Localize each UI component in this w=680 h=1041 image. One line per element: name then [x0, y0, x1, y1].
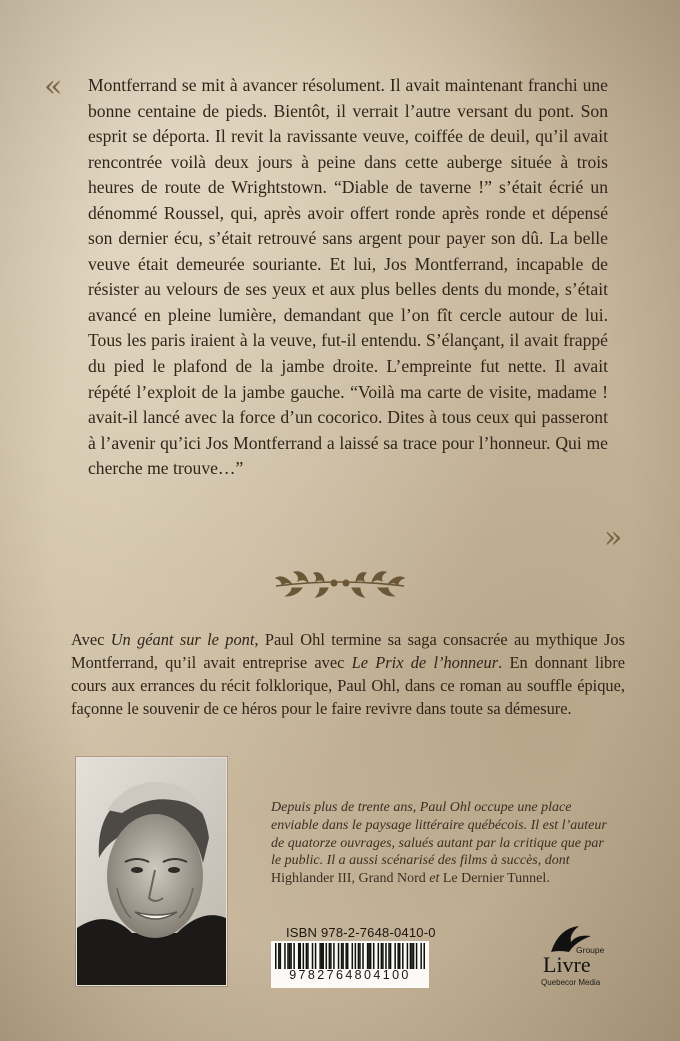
publisher-logo	[529, 922, 609, 994]
publisher-media: Quebecor Media	[541, 978, 601, 987]
author-photo	[76, 757, 227, 986]
barcode-bars	[271, 941, 429, 971]
book-summary: Avec Un géant sur le pont, Paul Ohl termine sa saga consacrée au mythique Jos Montferrand, qu’il avait entreprise avec Le Prix de l’honneur. En donnant libre cours aux errances du récit folklorique, Paul Ohl, dans ce roman au souffle épique, façonne le souvenir de ce héros pour le faire revivre dans toute sa démesure.	[71, 630, 625, 718]
book-excerpt: Montferrand se mit à avancer résolument. Il avait maintenant franchi une bonne centaine de pieds. Bientôt, il verrait l’autre versant du pont. Son esprit se déporta. Il revit la ravissante veuve, coiffée de deuil, qu’il avait rencontrée voilà deux jours à peine dans cette auberge située à trois heures de route de Wrightstown. “Diable de taverne !” s’était écrié un dénommé Roussel, qui, après avoir offert ronde après ronde et dépensé son dernier écu, s’était retrouvé sans argent pour payer son dû. La belle veuve était demeurée souriante. Et lui, Jos Montferrand, incapable de résister au velours de ses yeux et aux plus belles dents du monde, s’était avancé en pleine lumière, demandant que l’on fît cercle autour de lui. Tous les paris iraient à la veuve, fut-il entendu. S’élançant, il avait frappé du pied le plafond de la jambe droite. L’empreinte fut nette. Il avait répété l’exploit de la jambe gauche. “Voilà ma carte de visite, madame ! avait-il lancé avec la force d’un cocorico. Dites à tous ceux qui passeront à l’avenir qu’ici Jos Montferrand a laissé sa trace pour l’honneur. Qui me cherche me trouve…”	[88, 75, 608, 479]
publisher-livre: Livre	[543, 952, 591, 977]
closing-quote-mark: »	[604, 520, 623, 555]
isbn-label: ISBN 978-2-7648-0410-0	[286, 925, 436, 940]
barcode-digits: 9782764804100	[289, 968, 411, 982]
oak-leaf-ornament-icon	[272, 570, 408, 600]
opening-quote-mark: «	[44, 69, 63, 104]
publisher-groupe: Groupe	[576, 945, 605, 955]
author-portrait	[77, 758, 226, 985]
author-bio: Depuis plus de trente ans, Paul Ohl occupe une place enviable dans le paysage littéraire québécois. Il est l’auteur de quatorze ouvrages, salués autant par la critique que par le public. Il a aussi scénarisé des films à succès, dont Highlander III, Grand Nord et Le Dernier Tunnel.	[271, 800, 607, 887]
